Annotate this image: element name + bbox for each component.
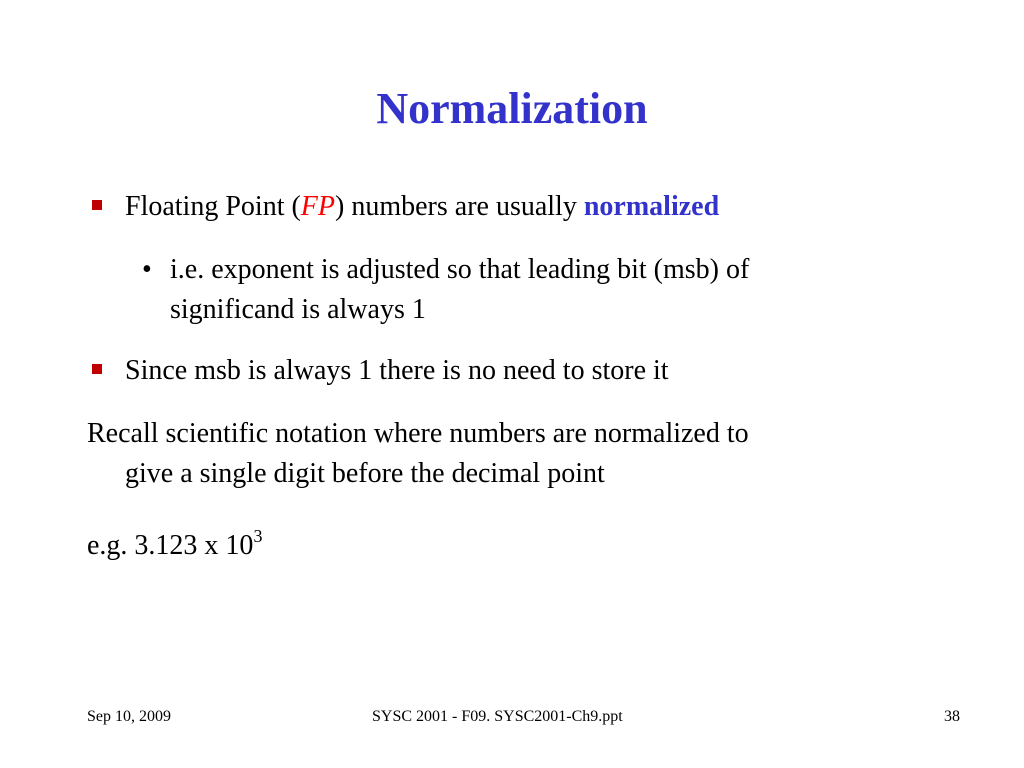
example-exponent: 3: [253, 526, 263, 546]
bullet1-text-middle: ) numbers are usually: [335, 191, 584, 222]
normalized-keyword: normalized: [583, 191, 720, 222]
example-line: [87, 518, 262, 564]
bullet-msb: Since msb is always 1 there is no need to store it: [125, 355, 669, 386]
square-bullet-icon: [92, 364, 102, 374]
slide-title: Normalization: [376, 84, 648, 133]
footer-course: SYSC 2001 - F09. SYSC2001-Ch9.ppt: [372, 708, 623, 725]
footer-page-number: 38: [944, 708, 960, 725]
recall-paragraph-line-1: Recall scientific notation where numbers are normalized to: [87, 418, 749, 449]
footer-date: Sep 10, 2009: [87, 708, 171, 725]
dot-bullet-icon: •: [142, 254, 152, 285]
recall-paragraph-line-2: give a single digit before the decimal point: [125, 458, 605, 489]
sub-bullet-line-1: i.e. exponent is adjusted so that leading bit (msb) of: [170, 254, 750, 285]
fp-abbreviation: FP: [300, 191, 336, 222]
sub-bullet-line-2: significand is always 1: [170, 294, 426, 325]
square-bullet-icon: [92, 200, 102, 210]
bullet-floating-point: [125, 189, 719, 225]
bullet1-text-before: Floating Point (: [125, 191, 301, 222]
example-base: e.g. 3.123 x 10: [87, 530, 254, 561]
